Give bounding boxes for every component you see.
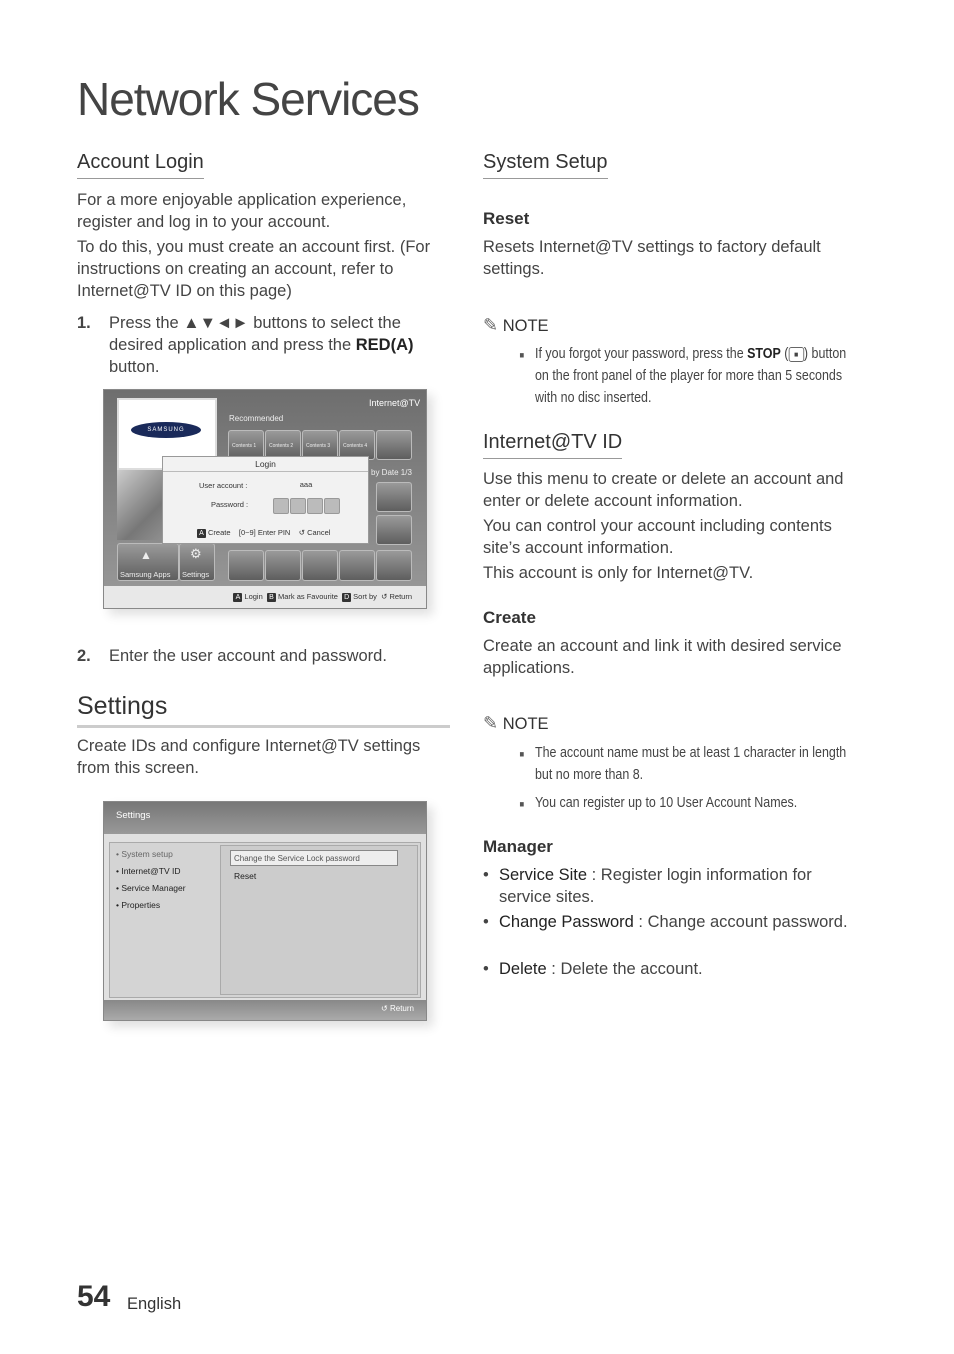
manager-item-service-site: Service Site : Register login information for service sites.: [499, 866, 812, 906]
step1-text-main: Press the ▲▼◄► buttons to select the desired application and press the: [109, 314, 401, 354]
internet-tv-id-para2: You can control your account including contents site’s account information.: [483, 517, 832, 557]
pencil-icon: ✎: [483, 315, 499, 335]
pencil-icon: ✎: [483, 713, 499, 733]
reset-text: Resets Internet@TV settings to factory default settings.: [483, 238, 821, 278]
user-account-field[interactable]: aaa: [299, 480, 313, 489]
content-tile-7[interactable]: [376, 515, 412, 545]
account-login-heading: Account Login: [77, 151, 204, 179]
menu-internet-tv-id[interactable]: • Internet@TV ID: [116, 866, 181, 876]
internet-tv-id-section: [483, 431, 622, 459]
account-login-para2: To do this, you must create an account first. (For instructions on creating an account, refer to Internet@TV ID on this page): [77, 238, 431, 300]
menu-service-manager[interactable]: • Service Manager: [116, 883, 186, 893]
login-dialog: [162, 456, 369, 544]
settings-title-bar: [104, 802, 426, 834]
manager-item-delete: Delete : Delete the account.: [499, 960, 703, 978]
content-tile-6[interactable]: [376, 482, 412, 512]
login-dialog-keys: A Create [0~9] Enter PIN ↺ Cancel: [197, 528, 330, 538]
pin-box-2[interactable]: [290, 498, 306, 514]
footer-language: English: [127, 1295, 182, 1313]
return-icon: ↺: [381, 592, 388, 601]
return-label[interactable]: Return: [389, 1004, 414, 1013]
step2-text: Enter the user account and password.: [109, 647, 387, 665]
user-account-label: User account :: [199, 481, 248, 490]
create-title: Create: [483, 608, 536, 627]
page-title: Network Services: [77, 73, 419, 125]
content-tile-2[interactable]: Contents 2: [265, 430, 301, 460]
pin-box-3[interactable]: [307, 498, 323, 514]
settings-heading: Settings: [77, 692, 168, 720]
manager-title: Manager: [483, 837, 553, 856]
manager-bullet-2: •: [483, 913, 489, 931]
settings-screen-title: Settings: [116, 810, 151, 821]
app-tile-1[interactable]: [228, 550, 264, 581]
pin-box-1[interactable]: [273, 498, 289, 514]
note-heading-2: ✎ NOTE: [483, 713, 549, 733]
manager-bullet-1: •: [483, 866, 489, 884]
system-setup-heading: System Setup: [483, 151, 608, 179]
recommended-label: Recommended: [229, 414, 284, 423]
system-setup-section: [483, 151, 608, 179]
return-icon: ↺: [381, 1004, 388, 1013]
app-tile-4[interactable]: [339, 550, 375, 581]
samsung-apps-icon: ▲: [140, 548, 152, 562]
samsung-logo: SAMSUNG: [131, 422, 201, 438]
content-tile-5[interactable]: [376, 430, 412, 460]
content-tile-1[interactable]: Contents 1: [228, 430, 264, 460]
login-dialog-title: Login: [255, 459, 276, 469]
settings-screenshot: [103, 801, 427, 1021]
menu-properties[interactable]: • Properties: [116, 900, 161, 910]
account-login-section: [77, 151, 204, 179]
samsung-apps-tile[interactable]: ▲ Samsung Apps: [117, 543, 179, 581]
option-reset[interactable]: Reset: [234, 871, 257, 881]
content-tile-3[interactable]: Contents 3: [302, 430, 338, 460]
manager-bullet-3: •: [483, 960, 489, 978]
menu-system-setup[interactable]: • System setup: [116, 849, 173, 859]
pin-box-4[interactable]: [324, 498, 340, 514]
step2-number: 2.: [77, 647, 91, 665]
internet-tv-id-para3: This account is only for Internet@TV.: [483, 564, 754, 582]
stop-label: STOP: [747, 346, 781, 362]
option-change-service-lock-password[interactable]: Change the Service Lock password: [230, 850, 398, 866]
return-icon: ↺: [298, 528, 305, 537]
settings-tile[interactable]: ⚙ Settings: [179, 543, 215, 581]
internet-tv-login-screenshot: [103, 389, 427, 609]
note-item-account-length: ■ The account name must be at least 1 character in length but no more than 8.: [535, 742, 905, 786]
step1-text: [109, 312, 439, 378]
note-item-stop: ■ If you forgot your password, press the STOP ( ■ ) button on the front panel of the player for more than 5 seconds with no disc inserted.: [535, 343, 905, 409]
step1-red-button: RED(A): [355, 336, 414, 354]
sort-by-date-label: by Date 1/3: [371, 468, 412, 477]
stop-icon: ■: [788, 347, 803, 362]
key-guide-bar: A Login B Mark as Favourite D Sort by ↺ Return: [104, 586, 426, 608]
internet-tv-id-para1: Use this menu to create or delete an account and enter or delete account information.: [483, 470, 844, 510]
password-label: Password :: [211, 500, 249, 509]
note-item-register-limit: ■ You can register up to 10 User Account Names.: [535, 792, 905, 814]
page-number: 54: [77, 1280, 111, 1313]
internet-tv-id-heading: Internet@TV ID: [483, 431, 622, 459]
settings-para: Create IDs and configure Internet@TV settings from this screen.: [77, 737, 421, 777]
settings-key-bar: [104, 1000, 426, 1020]
app-tile-5[interactable]: [376, 550, 412, 581]
content-tile-4[interactable]: Contents 4: [339, 430, 375, 460]
app-tile-2[interactable]: [265, 550, 301, 581]
manager-item-change-password: Change Password : Change account password.: [499, 913, 848, 931]
settings-options-panel: [220, 845, 418, 995]
create-text: Create an account and link it with desired service applications.: [483, 637, 842, 677]
note-heading-1: ✎ NOTE: [483, 315, 549, 335]
account-login-para1: For a more enjoyable application experience, register and log in to your account.: [77, 191, 407, 231]
app-tile-3[interactable]: [302, 550, 338, 581]
settings-heading-wrap: [77, 692, 450, 728]
settings-panel: [109, 842, 421, 998]
reset-title: Reset: [483, 209, 530, 228]
step1-text-end: button.: [109, 358, 160, 376]
internet-tv-label: Internet@TV: [369, 398, 421, 408]
step1-number: 1.: [77, 314, 91, 332]
gear-icon: ⚙: [190, 546, 202, 561]
